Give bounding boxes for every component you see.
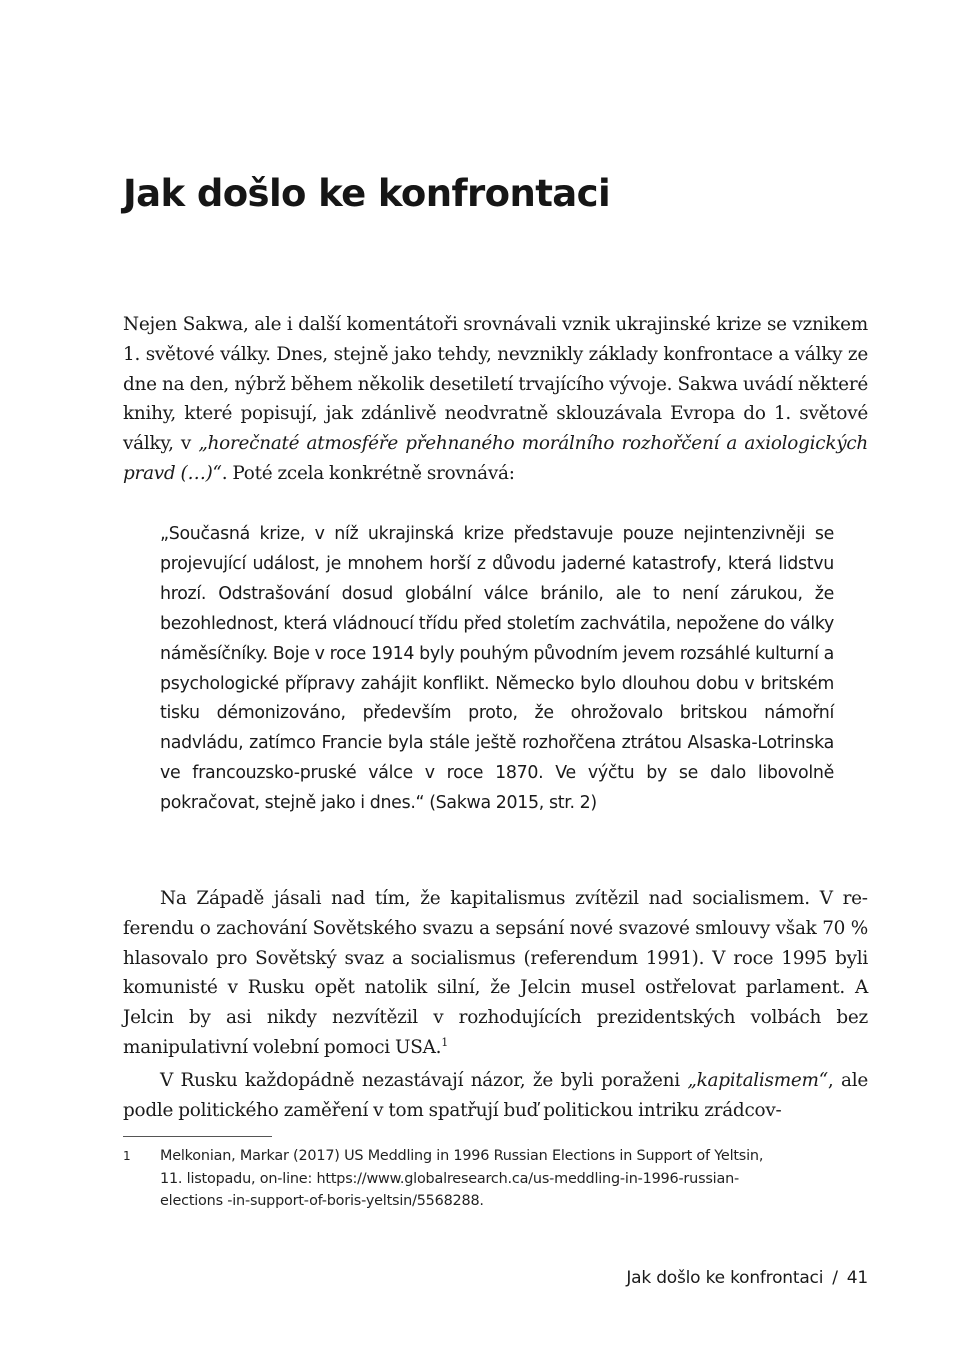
footnote-reference[interactable]: 1 — [441, 1035, 449, 1049]
paragraph-text: V Rusku každopádně nezastávají názor, že byli poraženi — [160, 1070, 688, 1091]
paragraph-text: Na Západě jásali nad tím, že kapitalismus zvítězil nad socialismem. V referendu o zachování Sovětského svazu a sepsání nové svazové smlouvy však 70 % hlasovalo pro Sovětský svaz a socialismus (referendum 1991). V roce 1995 byli komunisté v Rusku opět natolik silní, že Jelcin musel ostřelovat parlament. A Jelcin by asi nikdy nezvítězil v rozhodujících prezidentských volbách bez manipulativní volební pomoci USA. — [123, 888, 868, 1058]
footnote-line: Melkonian, Markar (2017) US Meddling in 1996 Russian Elections in Support of Yeltsin, — [160, 1148, 764, 1164]
running-footer — [626, 1268, 868, 1288]
italic-term: „kapitalismem“ — [687, 1070, 828, 1091]
block-quote: „Současná krize, v níž ukrajinská krize představuje pouze nejintenzivněji se projevující událost, je mnohem horší z důvodu jaderné katastrofy, která lidstvu hrozí. Odstrašování dosud globální válce bránilo, ale to není zárukou, že bezohlednost, která vládnoucí třídu před stoletím zachvátila, nepožene do války náměsíčníky. Boje v roce 1914 byly pouhým původním jevem rozsáhlé kulturní a psychologické přípravy zahájit konflikt. Německo bylo dlouhou dobu v britském tisku démonizováno, především proto, že ohrožovalo britskou námořní nadvládu, zatímco Francie byla stále ještě rozhořčena ztrátou Alsaska-Lotrinska ve francouzsko-pruské válce v roce 1870. Ve výčtu by se dalo libovolně pokračovat, stejně jako i dnes.“ (Sakwa 2015, str. 2) — [160, 524, 834, 814]
paragraph-text: Nejen Sakwa, ale i další komentátoři srovnávali vznik ukrajinské krize se vznikem 1. světové války. Dnes, stejně jako tehdy, nevznikly základy konfrontace a války ze dne na den, nýbrž během několik desetiletí trvajícího vývoje. Sakwa uvádí některé knihy, které popisují, jak zdánlivě neodvratně sklouzávala Evropa do 1. světové války, v — [123, 314, 868, 455]
footnote-divider — [123, 1136, 272, 1137]
body-paragraph — [123, 1066, 868, 1126]
footnote-text — [160, 1145, 850, 1213]
body-paragraph — [123, 310, 868, 489]
page-number: 41 — [846, 1268, 868, 1288]
italic-quotation: „horečnaté atmosféře přehnaného morálního rozhořčení a axiologických pravd (…)“ — [123, 433, 868, 484]
body-paragraph — [123, 884, 868, 1063]
footnote-number: 1 — [123, 1149, 131, 1163]
running-title: Jak došlo ke konfrontaci — [626, 1268, 824, 1288]
footnote-line: elections -in-support-of-boris-yeltsin/5568288. — [160, 1193, 484, 1209]
footer-separator: / — [832, 1268, 838, 1288]
chapter-heading: Jak došlo ke konfrontaci — [123, 172, 611, 215]
footnote-line-with-link[interactable]: 11. listopadu, on-line: https://www.globalresearch.ca/us-meddling-in-1996-russian- — [160, 1170, 739, 1187]
paragraph-text: . Poté zcela konkrétně srovnává: — [221, 462, 515, 484]
paragraph-text: , ale podle politického zaměření v tom spatřují buď politickou intriku zrádcov- — [123, 1070, 869, 1121]
